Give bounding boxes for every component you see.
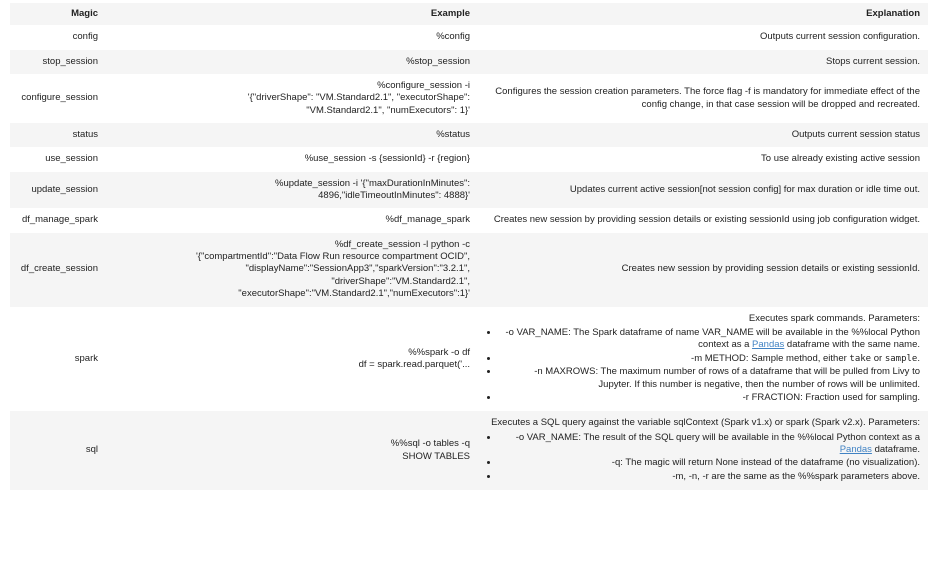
example-line: '{"compartmentId":"Data Flow Run resource compartment OCID", [195, 251, 470, 263]
magic-cell: sql [85, 444, 98, 456]
parameter-text: -r FRACTION: Fraction used for sampling. [742, 391, 920, 403]
explanation-cell: Stops current session. [826, 55, 920, 67]
example-line: %use_session -s {sessionId} -r {region} [304, 153, 470, 165]
parameter-item [499, 327, 920, 352]
table-header-row [10, 3, 928, 25]
magic-cell: status [72, 129, 98, 141]
column-header-magic: Magic [10, 3, 106, 25]
magic-cell: update_session [31, 183, 98, 195]
explanation-cell [478, 411, 928, 490]
table-row [10, 50, 928, 74]
example-line: %config [436, 31, 470, 43]
parameter-text: . [917, 352, 920, 364]
example-line: %stop_session [406, 55, 470, 67]
example-cell [106, 50, 478, 74]
table-row [10, 74, 928, 123]
example-line: %%spark -o df [408, 346, 470, 358]
example-line: %update_session -i '{"maxDurationInMinutes": [275, 177, 470, 189]
parameter-list [486, 432, 920, 483]
parameter-text: -q: The magic will return None instead of the dataframe (no visualization). [611, 457, 920, 469]
table-row [10, 233, 928, 307]
example-cell [106, 172, 478, 209]
example-line: "executorShape":"VM.Standard2.1","numExecutors":1}' [238, 288, 470, 300]
example-line: %%sql -o tables -q [390, 438, 470, 450]
table-row [10, 208, 928, 232]
parameter-item [499, 392, 920, 404]
magic-cell: configure_session [21, 92, 98, 104]
explanation-cell: To use already existing active session [761, 153, 920, 165]
code-span: take [849, 353, 872, 364]
explanation-cell: Updates current active session[not session config] for max duration or idle time out. [569, 183, 920, 195]
table-row [10, 25, 928, 49]
magic-cell: config [72, 31, 98, 43]
parameter-text: -o VAR_NAME: The Spark dataframe of name VAR_NAME will be available in the %%local Python context as a [505, 326, 920, 351]
example-line: %configure_session -i [377, 80, 470, 92]
parameter-text: or [871, 352, 885, 364]
explanation-cell: Creates new session by providing session details or existing sessionId. [621, 263, 920, 275]
example-cell [106, 123, 478, 147]
code-span: sample [884, 353, 918, 364]
example-cell [106, 411, 478, 490]
example-cell [106, 233, 478, 307]
parameter-list [486, 327, 920, 404]
magic-cell: stop_session [42, 55, 98, 67]
parameter-text: -m, -n, -r are the same as the %%spark parameters above. [672, 470, 920, 482]
example-line: %df_create_session -l python -c [334, 238, 470, 250]
example-cell [106, 74, 478, 123]
example-line: SHOW TABLES [402, 450, 470, 462]
example-line: "driverShape":"VM.Standard2.1", [331, 275, 470, 287]
parameter-item [499, 471, 920, 483]
explanation-cell: Creates new session by providing session details or existing sessionId using job configuration widget. [493, 214, 920, 226]
table-row [10, 307, 928, 412]
pandas-link[interactable]: Pandas [839, 443, 872, 455]
example-cell [106, 307, 478, 412]
example-line: "displayName":"SessionApp3","sparkVersion":"3.2.1", [245, 263, 470, 275]
parameter-item [499, 366, 920, 391]
explanation-intro: Executes a SQL query against the variable sqlContext (Spark v1.x) or spark (Spark v2.x). Parameters: [491, 417, 920, 429]
table-row [10, 411, 928, 490]
explanation-cell: Configures the session creation parameters. The force flag -f is mandatory for immediate effect of the config change, in that case session will be dropped and recreated. [495, 86, 920, 110]
table-row [10, 123, 928, 147]
table-row [10, 147, 928, 171]
pandas-link[interactable]: Pandas [752, 339, 785, 351]
example-cell [106, 147, 478, 171]
column-header-explanation: Explanation [478, 3, 928, 25]
explanation-cell: Outputs current session status [791, 129, 920, 141]
magic-cell: spark [74, 352, 98, 364]
column-header-example: Example [106, 3, 478, 25]
example-line: df = spark.read.parquet('... [358, 358, 470, 370]
example-cell [106, 208, 478, 232]
magic-commands-table [10, 3, 928, 490]
explanation-intro: Executes spark commands. Parameters: [748, 312, 920, 324]
example-cell [106, 25, 478, 49]
parameter-text: -m METHOD: Sample method, either [691, 352, 850, 364]
explanation-cell: Outputs current session configuration. [759, 31, 920, 43]
magic-cell: df_manage_spark [21, 214, 98, 226]
parameter-text: dataframe with the same name. [784, 339, 920, 351]
parameter-item [499, 353, 920, 366]
parameter-text: -o VAR_NAME: The result of the SQL query will be available in the %%local Python context as a [515, 431, 920, 443]
parameter-item [499, 432, 920, 457]
magic-cell: df_create_session [20, 263, 98, 275]
parameter-item [499, 457, 920, 469]
magic-cell: use_session [45, 153, 98, 165]
example-line: 4896,"idleTimeoutInMinutes": 4888}' [318, 190, 470, 202]
explanation-cell [478, 307, 928, 412]
example-line: "VM.Standard2.1", "numExecutors": 1}' [306, 104, 470, 116]
table-row [10, 172, 928, 209]
parameter-text: -n MAXROWS: The maximum number of rows of a dataframe that will be pulled from Livy to Jupyter. If this number is negative, then the number of rows will be unlimited. [534, 366, 920, 390]
parameter-text: dataframe. [871, 443, 920, 455]
example-line: '{"driverShape": "VM.Standard2.1", "executorShape": [247, 92, 470, 104]
example-line: %df_manage_spark [385, 214, 470, 226]
example-line: %status [436, 129, 470, 141]
